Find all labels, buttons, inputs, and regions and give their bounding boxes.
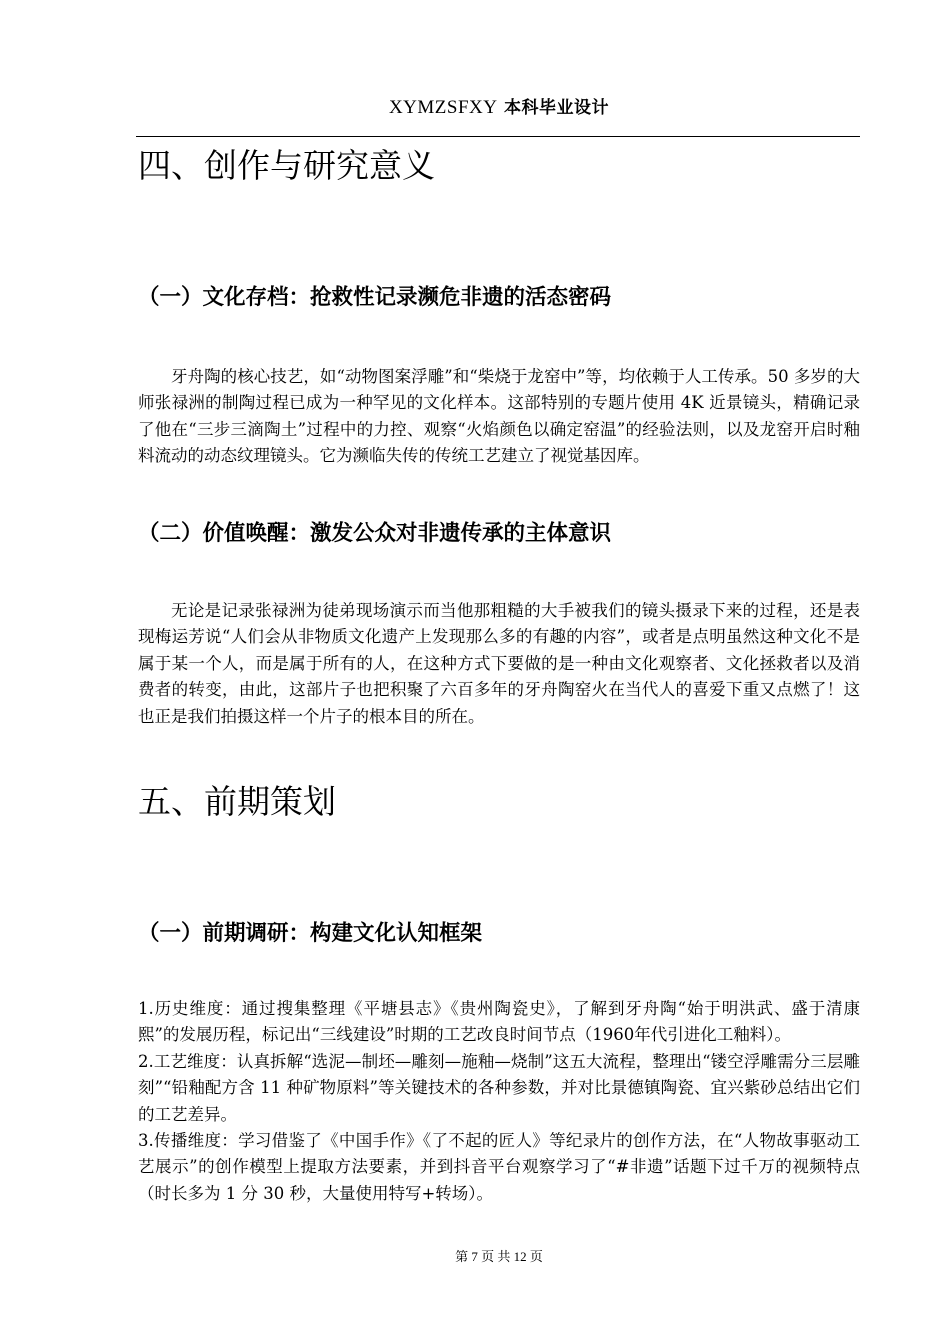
- list-item: 3.传播维度：学习借鉴了《中国手作》《了不起的匠人》等纪录片的创作方法，在“人物故事驱动工艺展示”的创作模型上提取方法要素，并到抖音平台观察学习了“#非遗”话题下过千万的视频特点（时长多为 1 分 30 秒，大量使用特写+转场）。: [138, 1131, 860, 1203]
- section-4-1-paragraph: 牙舟陶的核心技艺，如“动物图案浮雕”和“柴烧于龙窑中”等，均依赖于人工传承。50 多岁的大师张禄洲的制陶过程已成为一种罕见的文化样本。这部特别的专题片使用 4K 近景镜头，精确记录了他在“三步三滴陶土”过程中的力控、观察“火焰颜色以确定窑温”的经验法则，以及龙窑开启时釉料流动的动态纹理镜头。它为濒临失传的传统工艺建立了视觉基因库。: [138, 367, 860, 466]
- section-4-2-heading: （二）价值唤醒：激发公众对非遗传承的主体意识: [138, 521, 612, 546]
- list-item: 1.历史维度：通过搜集整理《平塘县志》《贵州陶瓷史》，了解到牙舟陶“始于明洪武、盛于清康熙”的发展历程，标记出“三线建设”时期的工艺改良时间节点（1960年代引进化工釉料）。: [138, 999, 860, 1045]
- list-item: 2.工艺维度：认真拆解“选泥—制坯—雕刻—施釉—烧制”这五大流程，整理出“镂空浮雕需分三层雕刻”“铅釉配方含 11 种矿物原料”等关键技术的各种参数，并对比景德镇陶瓷、宜兴紫砂总结出它们的工艺差异。: [138, 1051, 860, 1124]
- section-4-2-paragraph: 无论是记录张禄洲为徒弟现场演示而当他那粗糙的大手被我们的镜头摄录下来的过程，还是表现梅运芳说“人们会从非物质文化遗产上发现那么多的有趣的内容”，或者是点明虽然这种文化不是属于某一个人，而是属于所有的人，在这种方式下要做的是一种由文化观察者、文化拯救者以及消费者的转变，由此，这部片子也把积聚了六百多年的牙舟陶窑火在当代人的喜爱下重又点燃了！这也正是我们拍摄这样一个片子的根本目的所在。: [138, 601, 860, 726]
- research-dimension-list: [138, 996, 860, 1207]
- header-divider: [136, 136, 860, 137]
- running-header: [138, 94, 860, 121]
- section-5-heading: 五、前期策划: [138, 782, 336, 821]
- header-school-code: XYMZSFXY: [388, 97, 498, 118]
- page-number-footer: 第 7 页 共 12 页: [455, 1249, 543, 1264]
- section-4-heading: 四、创作与研究意义: [138, 146, 435, 185]
- section-4-1-heading: （一）文化存档：抢救性记录濒危非遗的活态密码: [138, 285, 612, 310]
- section-5-1-heading: （一）前期调研：构建文化认知框架: [138, 921, 483, 946]
- header-document-type: 本科毕业设计: [504, 98, 610, 118]
